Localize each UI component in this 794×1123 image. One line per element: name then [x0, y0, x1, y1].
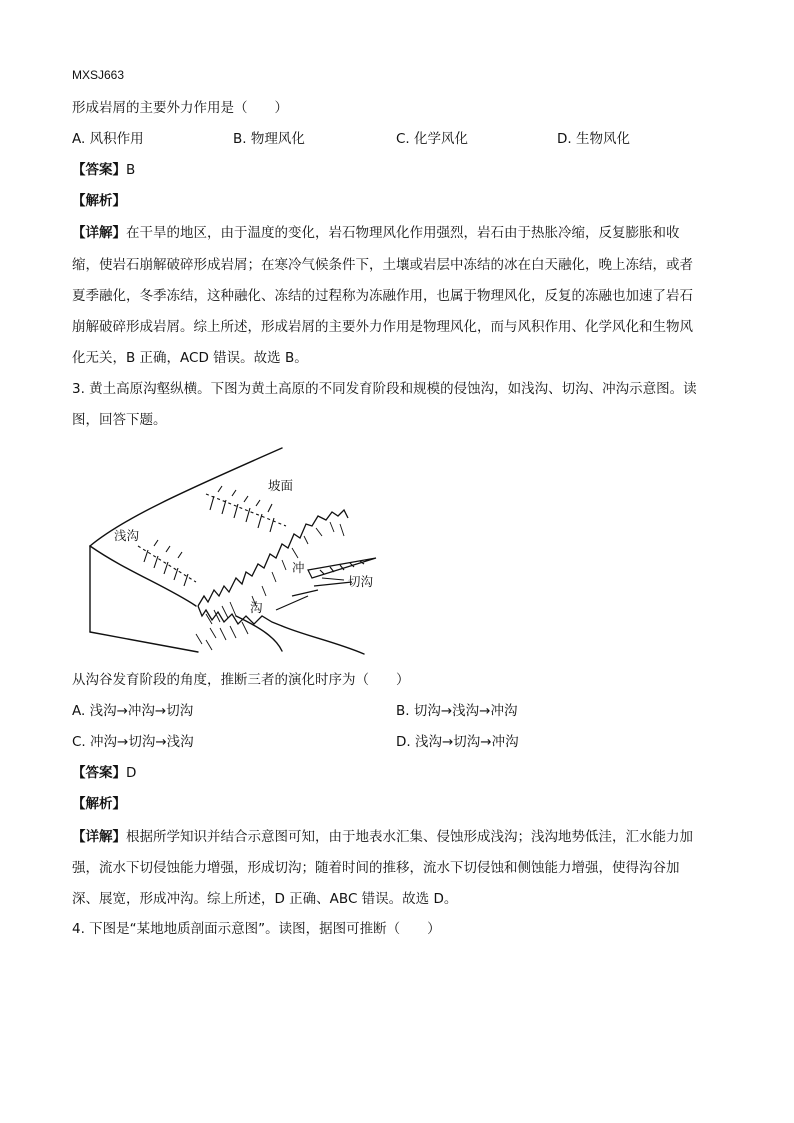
option-letter: B. — [233, 131, 247, 147]
option-letter: D. — [557, 131, 572, 147]
qiegou-leader — [322, 578, 344, 580]
option-text: 生物风化 — [575, 131, 630, 147]
question-3-answer — [72, 764, 136, 782]
option-b[interactable] — [233, 130, 305, 148]
document-code: MXSJ663 — [72, 68, 125, 82]
question-3-detail-line-3: 深、展宽，形成冲沟。综上所述，D 正确、ABC 错误。故选 D。 — [72, 891, 458, 907]
question-2-detail-line-4: 崩解破碎形成岩屑。综上所述，形成岩屑的主要外力作用是物理风化，而与风积作用、化学风化和生物风 — [72, 319, 693, 335]
detail-text: 根据所学知识并结合示意图可知，由于地表水汇集、侵蚀形成浅沟；浅沟地势低洼，汇水能力加 — [126, 829, 693, 845]
gully-diagram — [86, 446, 386, 656]
answer-label: 【答案】 — [72, 765, 126, 781]
question-3-intro-line-2: 图，回答下题。 — [72, 412, 167, 428]
option-text: 浅沟→切沟→冲沟 — [414, 734, 519, 750]
option-text: 风积作用 — [89, 131, 144, 147]
question-3-detail-line-2: 强，流水下切侵蚀能力增强，形成切沟；随着时间的推移，流水下切侵蚀和侧蚀能力增强，使得沟谷加 — [72, 860, 680, 876]
option-d[interactable] — [557, 130, 630, 148]
option-letter: C. — [72, 734, 86, 750]
label-slope: 坡面 — [268, 478, 294, 493]
option-a[interactable] — [72, 702, 193, 720]
option-a[interactable] — [72, 130, 144, 148]
question-2-detail-line-5: 化无关，B 正确，ACD 错误。故选 B。 — [72, 350, 308, 366]
question-3-stem: 从沟谷发育阶段的角度，推断三者的演化时序为（ ） — [72, 672, 410, 688]
question-3-intro-line-1: 3. 黄土高原沟壑纵横。下图为黄土高原的不同发育阶段和规模的侵蚀沟，如浅沟、切沟、冲沟示意图。读 — [72, 381, 697, 397]
option-letter: C. — [396, 131, 410, 147]
option-b[interactable] — [396, 702, 517, 720]
option-text: 化学风化 — [414, 131, 469, 147]
question-2-detail-line-1 — [72, 224, 680, 242]
option-letter: A. — [72, 131, 86, 147]
question-2-detail-line-2: 缩，使岩石崩解破碎形成岩屑；在寒冷气候条件下，土壤或岩层中冻结的冰在白天融化，晚上冻结，或者 — [72, 257, 693, 273]
detail-label: 【详解】 — [72, 829, 126, 845]
question-2-stem: 形成岩屑的主要外力作用是（ ） — [72, 100, 288, 116]
option-text: 切沟→浅沟→冲沟 — [413, 703, 518, 719]
question-2-detail-line-3: 夏季融化，冬季冻结，这种融化、冻结的过程称为冻融作用，也属于物理风化，反复的冻融也加速了岩石 — [72, 288, 693, 304]
gully-diagram-outline — [90, 448, 364, 654]
question-4-stem: 4. 下图是“某地地质剖面示意图”。读图，据图可推断（ ） — [72, 921, 441, 937]
answer-value: D — [126, 765, 137, 781]
option-d[interactable] — [396, 733, 519, 751]
question-2-analysis-label: 【解析】 — [72, 193, 126, 209]
option-text: 物理风化 — [250, 131, 305, 147]
option-c[interactable] — [72, 733, 194, 751]
answer-value: B — [126, 162, 136, 178]
option-text: 冲沟→切沟→浅沟 — [90, 734, 194, 750]
label-shallow-gully: 浅沟 — [114, 528, 140, 543]
option-c[interactable] — [396, 130, 468, 148]
question-3-detail-line-1 — [72, 828, 693, 846]
detail-text: 在干旱的地区，由于温度的变化，岩石物理风化作用强烈，岩石由于热胀冷缩，反复膨胀和收 — [126, 225, 680, 241]
label-cut-gully: 切沟 — [348, 574, 374, 589]
chonggou-edge — [198, 510, 348, 626]
question-2-answer — [72, 161, 135, 179]
label-chong: 冲 — [292, 560, 305, 575]
option-letter: B. — [396, 703, 410, 719]
option-letter: A. — [72, 703, 86, 719]
option-text: 浅沟→冲沟→切沟 — [89, 703, 194, 719]
label-gou: 沟 — [250, 600, 263, 615]
answer-label: 【答案】 — [72, 162, 126, 178]
question-3-analysis-label: 【解析】 — [72, 796, 126, 812]
detail-label: 【详解】 — [72, 225, 126, 241]
option-letter: D. — [396, 734, 411, 750]
gully-hatching — [196, 522, 344, 650]
